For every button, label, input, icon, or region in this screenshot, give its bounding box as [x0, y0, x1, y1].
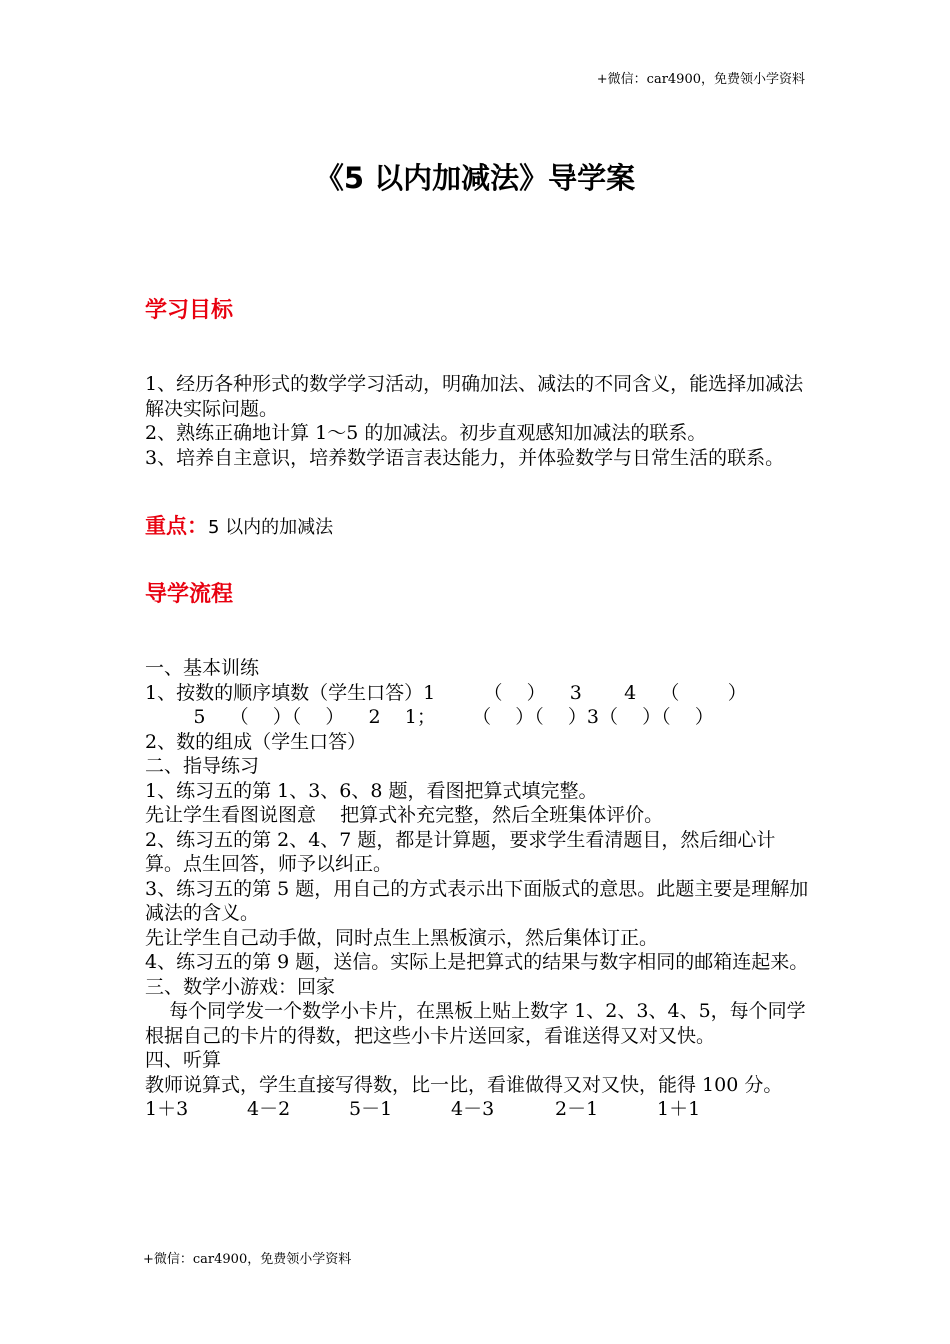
part3-title: 三、数学小游戏：回家 — [145, 975, 336, 998]
game-para: 每个同学发一个数学小卡片，在黑板上贴上数字 1、2、3、4、5，每个同学根据自己的卡片的得数，把这些小卡片送回家，看谁送得又对又快。 — [145, 1000, 806, 1047]
sequence-line-1: 1、按数的顺序填数（学生口答）1 （ ） 3 4 （ ） — [145, 681, 747, 704]
part2-title: 二、指导练习 — [145, 755, 260, 777]
page-title: 《5 以内加减法》导学案 — [314, 161, 636, 195]
key-point — [145, 510, 333, 540]
key-point-label: 重点： — [145, 514, 208, 538]
footer-note: +微信：car4900，免费领小学资料 — [143, 1252, 352, 1267]
goals-heading: 学习目标 — [145, 298, 234, 323]
expression: 4－2 — [247, 1098, 291, 1120]
practice-para: 4、练习五的第 9 题，送信。实际上是把算式的结果与数字相同的邮箱连起来。 — [145, 951, 809, 973]
header-note: +微信：car4900，免费领小学资料 — [596, 72, 805, 87]
process-block — [145, 656, 810, 1122]
process-heading: 导学流程 — [145, 582, 234, 607]
sequence-line-2: 5 （ ）（ ） 2 1； （ ）（ ）3（ ）（ ） — [145, 706, 714, 728]
practice-para: 2、练习五的第 2、4、7 题，都是计算题，要求学生看清题目，然后细心计算。点生回答，师予以纠正。 — [145, 828, 776, 875]
practice-para: 先让学生自己动手做，同时点生上黑板演示，然后集体订正。 — [145, 926, 659, 949]
expression: 2－1 — [555, 1098, 599, 1120]
expression: 4－3 — [451, 1098, 495, 1120]
practice-para: 3、练习五的第 5 题，用自己的方式表示出下面版式的意思。此题主要是理解加减法的含义。 — [145, 877, 809, 924]
expression: 1＋3 — [145, 1098, 189, 1120]
dictation-para: 教师说算式，学生直接写得数，比一比，看谁做得又对又快，能得 100 分。 — [145, 1073, 783, 1096]
practice-para: 1、练习五的第 1、3、6、8 题，看图把算式填完整。 — [145, 779, 598, 802]
expression: 5－1 — [349, 1098, 393, 1120]
key-point-value: 5 以内的加减法 — [208, 517, 334, 538]
goal-item: 3、培养自主意识，培养数学语言表达能力，并体验数学与日常生活的联系。 — [145, 446, 785, 469]
goal-item: 2、熟练正确地计算 1～5 的加减法。初步直观感知加减法的联系。 — [145, 422, 707, 444]
part4-title: 四、听算 — [145, 1049, 222, 1071]
expression-row — [145, 1097, 810, 1122]
practice-para: 先让学生看图说图意 把算式补充完整，然后全班集体评价。 — [145, 804, 664, 826]
goal-item: 1、经历各种形式的数学学习活动，明确加法、减法的不同含义，能选择加减法解决实际问题。 — [145, 373, 804, 420]
expression: 1＋1 — [657, 1098, 701, 1120]
composition-item: 2、数的组成（学生口答） — [145, 730, 367, 753]
part1-title: 一、基本训练 — [145, 657, 260, 679]
goals-list — [145, 372, 810, 470]
